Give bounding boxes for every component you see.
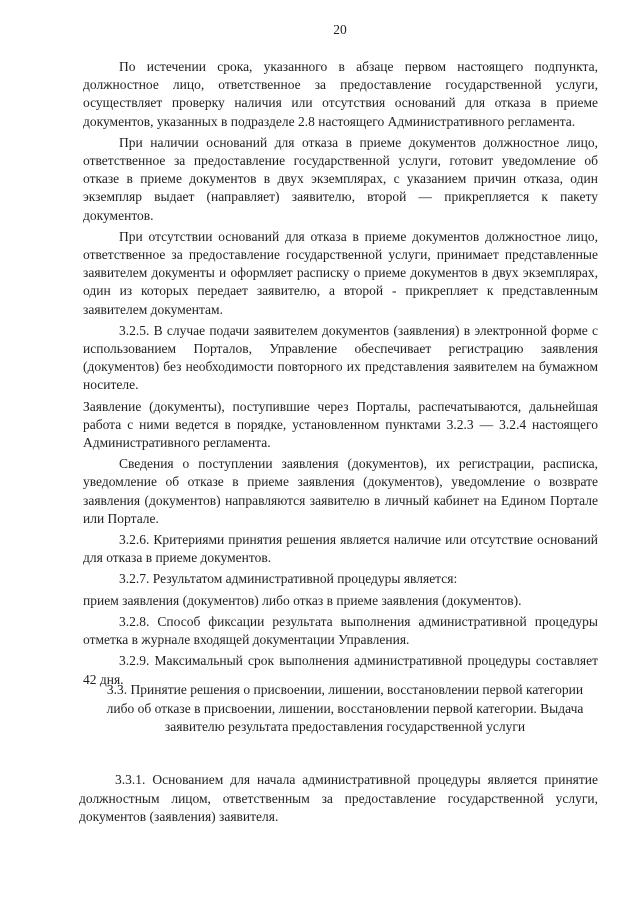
paragraph-result: прием заявления (документов) либо отказ в приеме заявления (документов). bbox=[83, 592, 522, 608]
paragraph-3-2-6: 3.2.6. Критериями принятия решения является наличие или отсутствие оснований для отказа в приеме документов. bbox=[83, 532, 598, 566]
paragraph-3-3-1: 3.3.1. Основанием для начала административной процедуры является принятие должностным лицом, ответственным за предоставление государственной услуги, документов (заявления) заявителя. bbox=[79, 772, 598, 824]
paragraph-refusal-grounds: При наличии оснований для отказа в приеме документов должностное лицо, ответственное за предоставление государственной услуги, готовит уведомление об отказе в приеме документов в двух экземплярах, с указанием причин отказа, один экземпляр выдает (направляет) заявителю, второй — прикрепляется к пакету документов. bbox=[83, 134, 598, 223]
paragraph-portal-documents: Заявление (документы), поступившие через Порталы, распечатываются, дальнейшая работа с ними ведется в порядке, установленном пунктами 3.2.3 — 3.2.4 настоящего Административного регламента. bbox=[83, 398, 598, 451]
document-body bbox=[83, 58, 598, 692]
paragraph-notifications: Сведения о поступлении заявления (документов), их регистрации, расписка, уведомление об отказе в приеме заявления (документов), уведомление о возврате заявления (документов) направляются заявителю в личный кабинет на Едином Портале или Портале. bbox=[83, 456, 598, 526]
paragraph-3-2-7: 3.2.7. Результатом административной процедуры является: bbox=[119, 571, 458, 587]
section-body bbox=[79, 771, 598, 827]
page-number: 20 bbox=[333, 22, 347, 37]
paragraph-3-2-9: 3.2.9. Максимальный срок выполнения административной процедуры составляет 42 дня. bbox=[83, 653, 598, 687]
paragraph-acceptance: При отсутствии оснований для отказа в приеме документов должностное лицо, ответственное за предоставление государственной услуги, принимает представленные заявителем документы и оформляет расписку о приеме документов в двух экземплярах, один из которых передает заявителю, а второй - прикрепляет к представленным заявителем документам. bbox=[83, 228, 598, 317]
paragraph-verification: По истечении срока, указанного в абзаце первом настоящего подпункта, должностное лицо, ответственное за предоставление государственной услуги, осуществляет проверку наличия или отсутствия оснований для отказа в приеме документов, указанных в подразделе 2.8 настоящего Административного регламента. bbox=[83, 59, 598, 129]
section-heading: 3.3. Принятие решения о присвоении, лишении, восстановлении первой категории либо об отказе в присвоении, лишении, восстановлении первой категории. Выдача заявителю результата предоставления государственной услуги bbox=[106, 682, 584, 734]
paragraph-3-2-8: 3.2.8. Способ фиксации результата выполнения административной процедуры отметка в журнале входящей документации Управления. bbox=[83, 613, 598, 648]
paragraph-3-2-5: 3.2.5. В случае подачи заявителем документов (заявления) в электронной форме с использованием Порталов, Управление обеспечивает регистрацию заявления (документов) без необходимости повторного их представления заявителем на бумажном носителе. bbox=[83, 322, 598, 393]
